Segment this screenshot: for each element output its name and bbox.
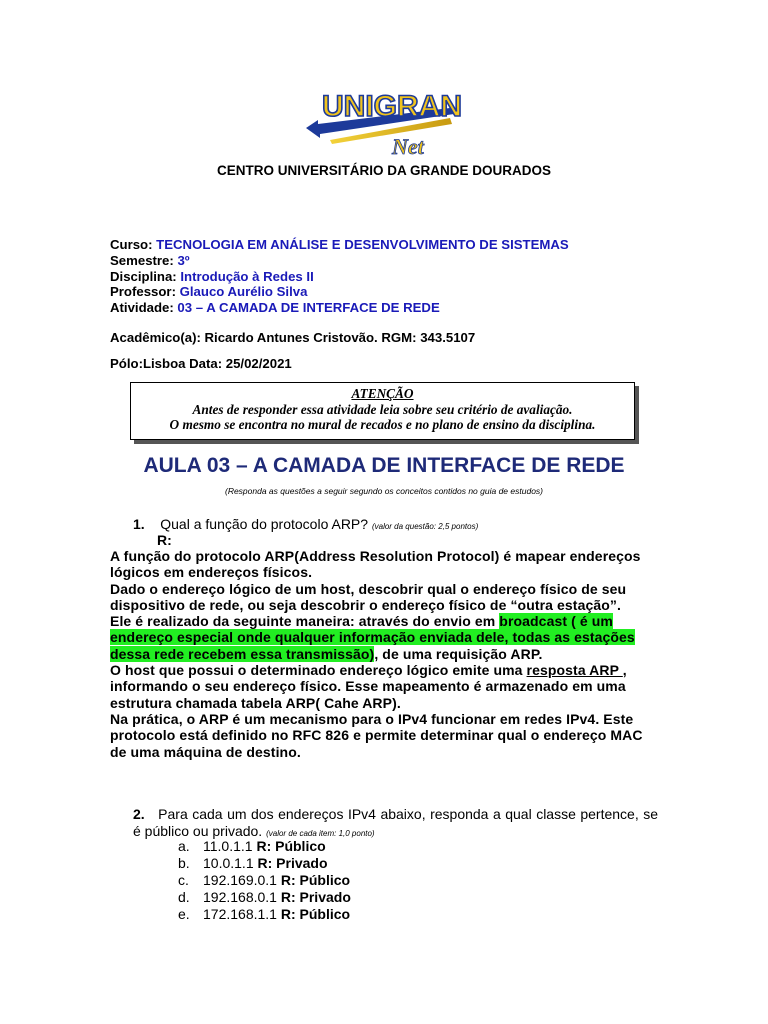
logo-sub: Net — [392, 134, 424, 158]
course-info — [110, 237, 569, 316]
answer-paragraph-4: O host que possui o determinado endereço lógico emite uma resposta ARP , informando o seu endereço físico. Esse mapeamento é armazenado em uma estrutura chamada tabela ARP( Cahe ARP). — [110, 662, 627, 711]
answer-paragraph-1: A função do protocolo ARP(Address Resolution Protocol) é mapear endereços lógicos em endereços físicos. — [110, 548, 641, 581]
unigran-logo — [300, 84, 470, 158]
question-2-number: 2. — [133, 806, 145, 822]
option-a: a. 11.0.1.1 R: Público — [178, 838, 326, 854]
attention-box — [130, 382, 635, 440]
question-1-answer — [110, 548, 660, 760]
answer-paragraph-3: Ele é realizado da seguinte maneira: através do envio em broadcast ( é um endereço especial onde qualquer informação enviada dele, todas as estações dessa rede recebem essa transmissão), de uma requisição ARP. — [110, 613, 635, 662]
option-b: b. 10.0.1.1 R: Privado — [178, 855, 328, 871]
option-d: d. 192.168.0.1 R: Privado — [178, 889, 351, 905]
question-2 — [133, 806, 658, 842]
logo-wordmark: UNIGRAN — [322, 90, 462, 123]
answer-paragraph-2: Dado o endereço lógico de um host, descobrir qual o endereço físico de seu dispositivo de rede, ou seja descobrir o endereço físico de “outra estação”. — [110, 580, 627, 613]
underline-arp-response: resposta ARP — [526, 662, 623, 679]
highlight-broadcast: broadcast ( é um endereço especial onde qualquer informação enviada dele, todas as estações dessa rede recebem essa transmissão) — [110, 613, 635, 662]
info-professor: Professor: Glauco Aurélio Silva — [110, 284, 308, 300]
info-activity: Atividade: 03 – A CAMADA DE INTERFACE DE REDE — [110, 300, 440, 316]
option-e: e. 172.168.1.1 R: Público — [178, 906, 351, 922]
info-course: Curso: TECNOLOGIA EM ANÁLISE E DESENVOLVIMENTO DE SISTEMAS — [110, 237, 569, 252]
attention-title: ATENÇÃO — [351, 386, 414, 401]
student-line: Acadêmico(a): Ricardo Antunes Cristovão. RGM: 343.5107 — [110, 330, 476, 345]
question-1 — [133, 516, 478, 532]
attention-line-2: O mesmo se encontra no mural de recados e no plano de ensino da disciplina. — [169, 417, 596, 432]
question-1-text: Qual a função do protocolo ARP? — [160, 516, 369, 532]
page-subtitle: (Responda as questões a seguir segundo os conceitos contidos no guia de estudos) — [224, 486, 543, 496]
attention-line-1: Antes de responder essa atividade leia sobre seu critério de avaliação. — [192, 401, 573, 417]
info-discipline: Disciplina: Introdução à Redes II — [110, 268, 314, 284]
info-semester: Semestre: 3º — [110, 252, 190, 268]
polo-date-line: Pólo:Lisboa Data: 25/02/2021 — [110, 356, 292, 371]
option-c: c. 192.169.0.1 R: Público — [178, 872, 351, 888]
answer-paragraph-5: Na prática, o ARP é um mecanismo para o IPv4 funcionar em redes IPv4. Este protocolo está definido no RFC 826 e permite determinar qual o endereço MAC de uma máquina de destino. — [110, 710, 643, 760]
question-2-text: Para cada um dos endereços IPv4 abaixo, responda a qual classe pertence, se é público ou privado. — [133, 806, 659, 839]
question-2-options — [178, 838, 351, 923]
question-1-value: (valor da questão: 2,5 pontos) — [371, 522, 479, 531]
question-2-value: (valor de cada item: 1,0 ponto) — [266, 828, 375, 838]
question-1-number: 1. — [133, 516, 145, 532]
institution-name: CENTRO UNIVERSITÁRIO DA GRANDE DOURADOS — [216, 163, 551, 178]
question-1-answer-label: R: — [157, 532, 172, 548]
page-title: AULA 03 – A CAMADA DE INTERFACE DE REDE — [143, 454, 625, 477]
